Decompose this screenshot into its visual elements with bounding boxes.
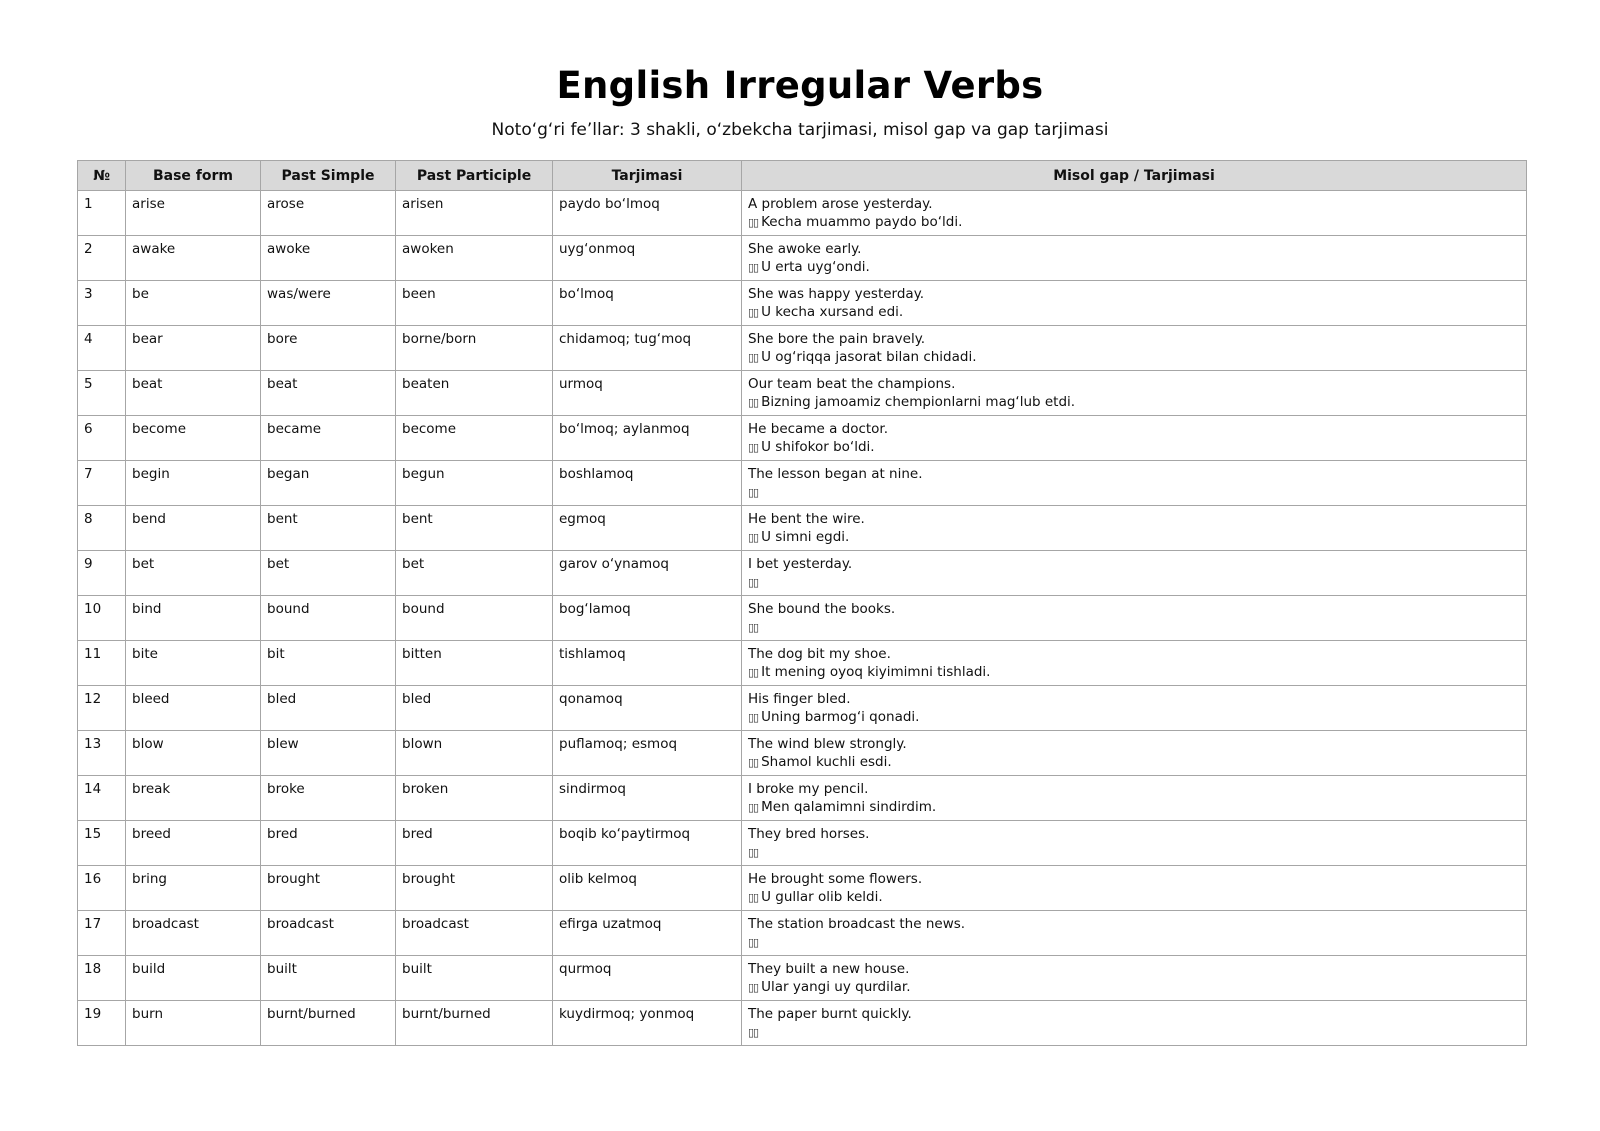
table-row — [78, 641, 1527, 686]
table-row — [78, 281, 1527, 326]
example-sentence: The station broadcast the news. — [748, 916, 966, 932]
cell-past-participle: built — [396, 956, 553, 1001]
cell-number: 2 — [78, 236, 126, 281]
cell-example — [742, 326, 1527, 371]
cell-example — [742, 371, 1527, 416]
table-row — [78, 956, 1527, 1001]
example-translation-line — [748, 528, 1520, 547]
flag-icon: ▯▯ — [748, 576, 759, 589]
cell-translation: puflamoq; esmoq — [553, 731, 742, 776]
example-translation-line — [748, 708, 1520, 727]
example-translation: U gullar olib keldi. — [761, 889, 883, 905]
cell-translation: urmoq — [553, 371, 742, 416]
cell-past-simple: became — [261, 416, 396, 461]
cell-number: 3 — [78, 281, 126, 326]
cell-past-simple: awoke — [261, 236, 396, 281]
example-translation: It mening oyoq kiyimimni tishladi. — [761, 664, 991, 680]
table-row — [78, 506, 1527, 551]
example-sentence: The dog bit my shoe. — [748, 646, 891, 662]
cell-past-simple: bet — [261, 551, 396, 596]
cell-base-form: breed — [126, 821, 261, 866]
table-row — [78, 731, 1527, 776]
table-row — [78, 1001, 1527, 1046]
cell-past-simple: was/were — [261, 281, 396, 326]
cell-number: 5 — [78, 371, 126, 416]
cell-translation: egmoq — [553, 506, 742, 551]
cell-example — [742, 236, 1527, 281]
example-sentence: He brought some flowers. — [748, 871, 923, 887]
example-sentence: He became a doctor. — [748, 421, 889, 437]
cell-example — [742, 776, 1527, 821]
flag-icon: ▯▯ — [748, 936, 759, 949]
cell-past-simple: began — [261, 461, 396, 506]
cell-past-participle: broadcast — [396, 911, 553, 956]
cell-number: 18 — [78, 956, 126, 1001]
header-number: № — [78, 161, 126, 191]
table-row — [78, 461, 1527, 506]
example-sentence: His finger bled. — [748, 691, 851, 707]
cell-base-form: blow — [126, 731, 261, 776]
cell-past-participle: become — [396, 416, 553, 461]
header-translation: Tarjimasi — [553, 161, 742, 191]
example-translation-line — [748, 798, 1520, 817]
example-translation-line — [748, 573, 1520, 592]
example-sentence: They bred horses. — [748, 826, 870, 842]
cell-number: 6 — [78, 416, 126, 461]
cell-example — [742, 416, 1527, 461]
example-translation-line — [748, 483, 1520, 502]
cell-past-simple: bit — [261, 641, 396, 686]
table-row — [78, 191, 1527, 236]
cell-example — [742, 956, 1527, 1001]
cell-example — [742, 641, 1527, 686]
example-translation: Uning barmog‘i qonadi. — [761, 709, 920, 725]
example-translation-line — [748, 213, 1520, 232]
cell-past-participle: blown — [396, 731, 553, 776]
cell-base-form: bend — [126, 506, 261, 551]
cell-past-participle: arisen — [396, 191, 553, 236]
cell-past-participle: awoken — [396, 236, 553, 281]
example-sentence: The wind blew strongly. — [748, 736, 907, 752]
flag-icon: ▯▯ — [748, 621, 759, 634]
cell-translation: uyg‘onmoq — [553, 236, 742, 281]
example-translation-line — [748, 348, 1520, 367]
example-translation: Shamol kuchli esdi. — [761, 754, 892, 770]
flag-icon: ▯▯ — [748, 711, 759, 724]
cell-translation: qonamoq — [553, 686, 742, 731]
example-sentence: She bound the books. — [748, 601, 896, 617]
cell-past-participle: burnt/burned — [396, 1001, 553, 1046]
table-row — [78, 596, 1527, 641]
flag-icon: ▯▯ — [748, 981, 759, 994]
flag-icon: ▯▯ — [748, 216, 759, 229]
cell-base-form: burn — [126, 1001, 261, 1046]
cell-past-participle: bred — [396, 821, 553, 866]
page-subtitle: Noto‘g‘ri fe’llar: 3 shakli, o‘zbekcha tarjimasi, misol gap va gap tarjimasi — [491, 120, 1109, 140]
table-row — [78, 686, 1527, 731]
cell-translation: paydo bo‘lmoq — [553, 191, 742, 236]
example-sentence: Our team beat the champions. — [748, 376, 956, 392]
cell-past-participle: bent — [396, 506, 553, 551]
cell-past-participle: beaten — [396, 371, 553, 416]
cell-translation: tishlamoq — [553, 641, 742, 686]
cell-translation: kuydirmoq; yonmoq — [553, 1001, 742, 1046]
flag-icon: ▯▯ — [748, 396, 759, 409]
cell-example — [742, 866, 1527, 911]
example-sentence: She awoke early. — [748, 241, 862, 257]
cell-translation: chidamoq; tug‘moq — [553, 326, 742, 371]
flag-icon: ▯▯ — [748, 801, 759, 814]
cell-past-simple: bore — [261, 326, 396, 371]
example-translation-line — [748, 1023, 1520, 1042]
cell-past-participle: bled — [396, 686, 553, 731]
example-translation-line — [748, 438, 1520, 457]
cell-example — [742, 506, 1527, 551]
table-row — [78, 776, 1527, 821]
table-row — [78, 821, 1527, 866]
cell-base-form: break — [126, 776, 261, 821]
cell-past-participle: bound — [396, 596, 553, 641]
flag-icon: ▯▯ — [748, 261, 759, 274]
page-title: English Irregular Verbs — [556, 64, 1044, 107]
cell-base-form: begin — [126, 461, 261, 506]
cell-past-participle: broken — [396, 776, 553, 821]
cell-translation: bog‘lamoq — [553, 596, 742, 641]
cell-example — [742, 191, 1527, 236]
cell-translation: qurmoq — [553, 956, 742, 1001]
flag-icon: ▯▯ — [748, 306, 759, 319]
cell-number: 19 — [78, 1001, 126, 1046]
cell-base-form: bind — [126, 596, 261, 641]
cell-example — [742, 731, 1527, 776]
flag-icon: ▯▯ — [748, 666, 759, 679]
cell-base-form: bring — [126, 866, 261, 911]
cell-translation: olib kelmoq — [553, 866, 742, 911]
cell-number: 11 — [78, 641, 126, 686]
example-sentence: She was happy yesterday. — [748, 286, 925, 302]
cell-past-simple: blew — [261, 731, 396, 776]
example-translation: Ular yangi uy qurdilar. — [761, 979, 911, 995]
table-body — [78, 191, 1527, 1046]
cell-example — [742, 686, 1527, 731]
cell-example — [742, 1001, 1527, 1046]
flag-icon: ▯▯ — [748, 351, 759, 364]
cell-past-participle: been — [396, 281, 553, 326]
cell-translation: garov o‘ynamoq — [553, 551, 742, 596]
cell-number: 8 — [78, 506, 126, 551]
header-past-participle: Past Participle — [396, 161, 553, 191]
cell-past-participle: begun — [396, 461, 553, 506]
cell-base-form: bleed — [126, 686, 261, 731]
cell-base-form: bet — [126, 551, 261, 596]
flag-icon: ▯▯ — [748, 531, 759, 544]
header-base-form: Base form — [126, 161, 261, 191]
example-translation-line — [748, 933, 1520, 952]
cell-past-simple: built — [261, 956, 396, 1001]
irregular-verbs-table — [77, 160, 1527, 1046]
flag-icon: ▯▯ — [748, 756, 759, 769]
flag-icon: ▯▯ — [748, 891, 759, 904]
table-header-row — [78, 161, 1527, 191]
example-translation: Bizning jamoamiz chempionlarni mag‘lub etdi. — [761, 394, 1076, 410]
cell-translation: boshlamoq — [553, 461, 742, 506]
cell-base-form: awake — [126, 236, 261, 281]
table-row — [78, 236, 1527, 281]
example-translation-line — [748, 978, 1520, 997]
cell-past-participle: bitten — [396, 641, 553, 686]
cell-translation: bo‘lmoq — [553, 281, 742, 326]
table-row — [78, 416, 1527, 461]
cell-example — [742, 461, 1527, 506]
example-translation-line — [748, 753, 1520, 772]
cell-example — [742, 821, 1527, 866]
cell-number: 7 — [78, 461, 126, 506]
cell-translation: bo‘lmoq; aylanmoq — [553, 416, 742, 461]
example-sentence: They built a new house. — [748, 961, 910, 977]
cell-base-form: arise — [126, 191, 261, 236]
table-row — [78, 551, 1527, 596]
table-row — [78, 911, 1527, 956]
cell-past-simple: bred — [261, 821, 396, 866]
cell-past-simple: beat — [261, 371, 396, 416]
example-translation: Men qalamimni sindirdim. — [761, 799, 937, 815]
example-sentence: I broke my pencil. — [748, 781, 869, 797]
example-translation-line — [748, 258, 1520, 277]
cell-past-participle: borne/born — [396, 326, 553, 371]
flag-icon: ▯▯ — [748, 1026, 759, 1039]
cell-past-simple: bent — [261, 506, 396, 551]
cell-base-form: bite — [126, 641, 261, 686]
example-sentence: He bent the wire. — [748, 511, 865, 527]
cell-past-simple: brought — [261, 866, 396, 911]
cell-base-form: beat — [126, 371, 261, 416]
header-example: Misol gap / Tarjimasi — [742, 161, 1527, 191]
cell-past-simple: broadcast — [261, 911, 396, 956]
example-translation-line — [748, 663, 1520, 682]
example-translation-line — [748, 618, 1520, 637]
example-translation: U shifokor bo‘ldi. — [761, 439, 875, 455]
flag-icon: ▯▯ — [748, 486, 759, 499]
cell-past-simple: burnt/burned — [261, 1001, 396, 1046]
cell-example — [742, 551, 1527, 596]
flag-icon: ▯▯ — [748, 846, 759, 859]
example-translation: U erta uyg‘ondi. — [761, 259, 870, 275]
cell-example — [742, 281, 1527, 326]
example-translation: Kecha muammo paydo bo‘ldi. — [761, 214, 963, 230]
cell-translation: boqib ko‘paytirmoq — [553, 821, 742, 866]
example-sentence: She bore the pain bravely. — [748, 331, 926, 347]
table-row — [78, 371, 1527, 416]
cell-base-form: be — [126, 281, 261, 326]
table-row — [78, 866, 1527, 911]
example-sentence: I bet yesterday. — [748, 556, 853, 572]
example-translation-line — [748, 393, 1520, 412]
cell-past-participle: brought — [396, 866, 553, 911]
cell-example — [742, 911, 1527, 956]
cell-base-form: build — [126, 956, 261, 1001]
cell-number: 4 — [78, 326, 126, 371]
cell-base-form: broadcast — [126, 911, 261, 956]
example-translation-line — [748, 888, 1520, 907]
cell-base-form: bear — [126, 326, 261, 371]
flag-icon: ▯▯ — [748, 441, 759, 454]
cell-past-simple: broke — [261, 776, 396, 821]
cell-past-simple: bled — [261, 686, 396, 731]
example-translation-line — [748, 843, 1520, 862]
cell-example — [742, 596, 1527, 641]
table-row — [78, 326, 1527, 371]
example-translation: U kecha xursand edi. — [761, 304, 904, 320]
cell-past-simple: bound — [261, 596, 396, 641]
cell-number: 14 — [78, 776, 126, 821]
cell-number: 17 — [78, 911, 126, 956]
cell-number: 13 — [78, 731, 126, 776]
example-translation: U simni egdi. — [761, 529, 850, 545]
example-translation: U og‘riqqa jasorat bilan chidadi. — [761, 349, 977, 365]
example-sentence: The lesson began at nine. — [748, 466, 923, 482]
cell-translation: sindirmoq — [553, 776, 742, 821]
cell-number: 9 — [78, 551, 126, 596]
cell-number: 1 — [78, 191, 126, 236]
header-past-simple: Past Simple — [261, 161, 396, 191]
example-sentence: The paper burnt quickly. — [748, 1006, 912, 1022]
cell-past-participle: bet — [396, 551, 553, 596]
cell-past-simple: arose — [261, 191, 396, 236]
example-translation-line — [748, 303, 1520, 322]
cell-translation: efirga uzatmoq — [553, 911, 742, 956]
cell-base-form: become — [126, 416, 261, 461]
cell-number: 10 — [78, 596, 126, 641]
cell-number: 15 — [78, 821, 126, 866]
cell-number: 16 — [78, 866, 126, 911]
cell-number: 12 — [78, 686, 126, 731]
example-sentence: A problem arose yesterday. — [748, 196, 933, 212]
